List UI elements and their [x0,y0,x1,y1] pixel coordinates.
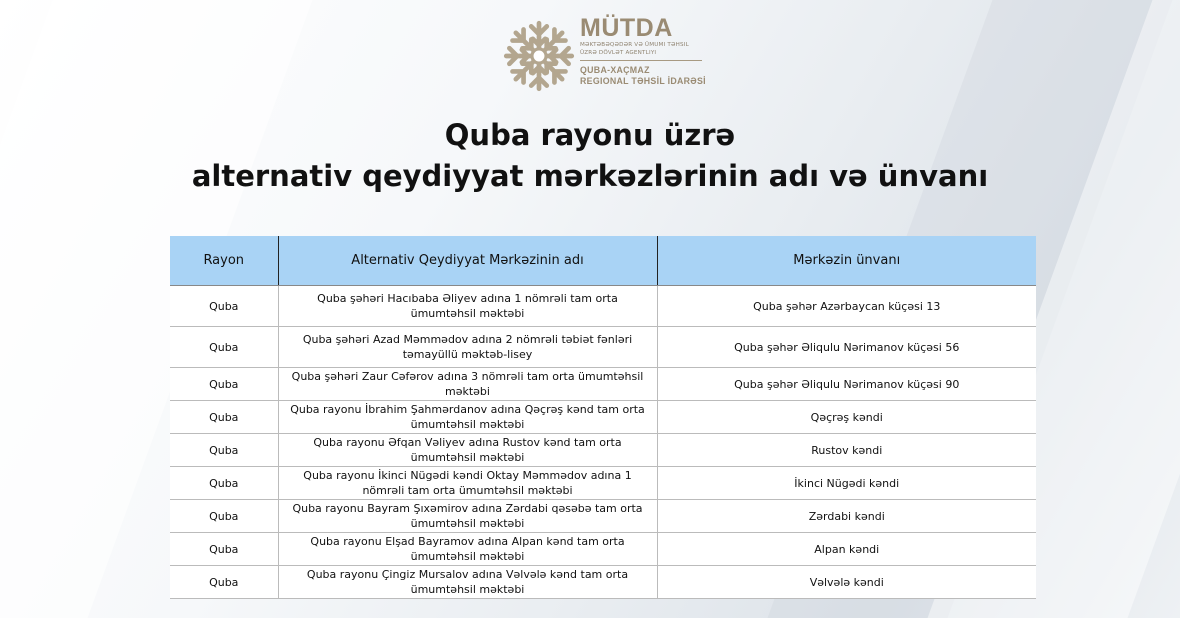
column-header-address: Mərkəzin ünvanı [657,236,1036,286]
cell-address: Zərdabi kəndi [657,500,1036,533]
table-row [170,500,1036,533]
cell-center-name: Quba rayonu Çingiz Mursalov adına Vəlvələ kənd tam orta ümumtəhsil məktəbi [278,566,657,599]
column-header-rayon: Rayon [170,236,278,286]
cell-rayon: Quba [170,500,278,533]
table-row [170,401,1036,434]
table-row [170,566,1036,599]
cell-address: Vəlvələ kəndi [657,566,1036,599]
table-row [170,533,1036,566]
logo-region: REGIONAL TƏHSİL İDARƏSİ [580,76,706,86]
table-row [170,467,1036,500]
cell-rayon: Quba [170,467,278,500]
cell-address: Rustov kəndi [657,434,1036,467]
table-row [170,327,1036,368]
page-title: Quba rayonu üzrə [444,118,736,152]
cell-center-name: Quba şəhəri Azad Məmmədov adına 2 nömrəli təbiət fənləri təmayüllü məktəb-lisey [278,327,657,368]
cell-rayon: Quba [170,566,278,599]
cell-rayon: Quba [170,327,278,368]
column-header-name: Alternativ Qeydiyyat Mərkəzinin adı [278,236,657,286]
cell-rayon: Quba [170,401,278,434]
table-row [170,286,1036,327]
cell-center-name: Quba rayonu Əfqan Vəliyev adına Rustov kənd tam orta ümumtəhsil məktəbi [278,434,657,467]
cell-center-name: Quba rayonu Elşad Bayramov adına Alpan kənd tam orta ümumtəhsil məktəbi [278,533,657,566]
logo-region: QUBA-XAÇMAZ [580,65,650,75]
cell-rayon: Quba [170,434,278,467]
logo-subtitle: ÜZRƏ DÖVLƏT AGENTLIYI [580,49,657,56]
table-row [170,434,1036,467]
cell-center-name: Quba şəhəri Hacıbaba Əliyev adına 1 nömrəli tam orta ümumtəhsil məktəbi [278,286,657,327]
cell-address: İkinci Nügədi kəndi [657,467,1036,500]
cell-address: Quba şəhər Əliqulu Nərimanov küçəsi 56 [657,327,1036,368]
logo-title: MÜTDA [580,14,673,42]
cell-address: Quba şəhər Azərbaycan küçəsi 13 [657,286,1036,327]
table-header-row [170,236,1036,286]
registration-centers-table [170,236,1036,599]
star-emblem-icon [500,16,578,96]
logo-divider [580,60,702,61]
cell-rayon: Quba [170,533,278,566]
cell-center-name: Quba rayonu Bayram Şıxəmirov adına Zərdabi qəsəbə tam orta ümumtəhsil məktəbi [278,500,657,533]
cell-address: Alpan kəndi [657,533,1036,566]
cell-rayon: Quba [170,286,278,327]
cell-center-name: Quba rayonu İbrahim Şahmərdanov adına Qəçrəş kənd tam orta ümumtəhsil məktəbi [278,401,657,434]
cell-address: Qəçrəş kəndi [657,401,1036,434]
table-row [170,368,1036,401]
cell-address: Quba şəhər Əliqulu Nərimanov küçəsi 90 [657,368,1036,401]
cell-rayon: Quba [170,368,278,401]
agency-logo [500,14,710,104]
page-subtitle: alternativ qeydiyyat mərkəzlərinin adı və ünvanı [191,159,989,193]
logo-subtitle: MƏKTƏBƏQƏDƏR VƏ ÜMUMI TƏHSIL [580,42,689,48]
cell-center-name: Quba şəhəri Zaur Cəfərov adına 3 nömrəli tam orta ümumtəhsil məktəbi [278,368,657,401]
cell-center-name: Quba rayonu İkinci Nügədi kəndi Oktay Məmmədov adına 1 nömrəli tam orta ümumtəhsil məktəbi [278,467,657,500]
